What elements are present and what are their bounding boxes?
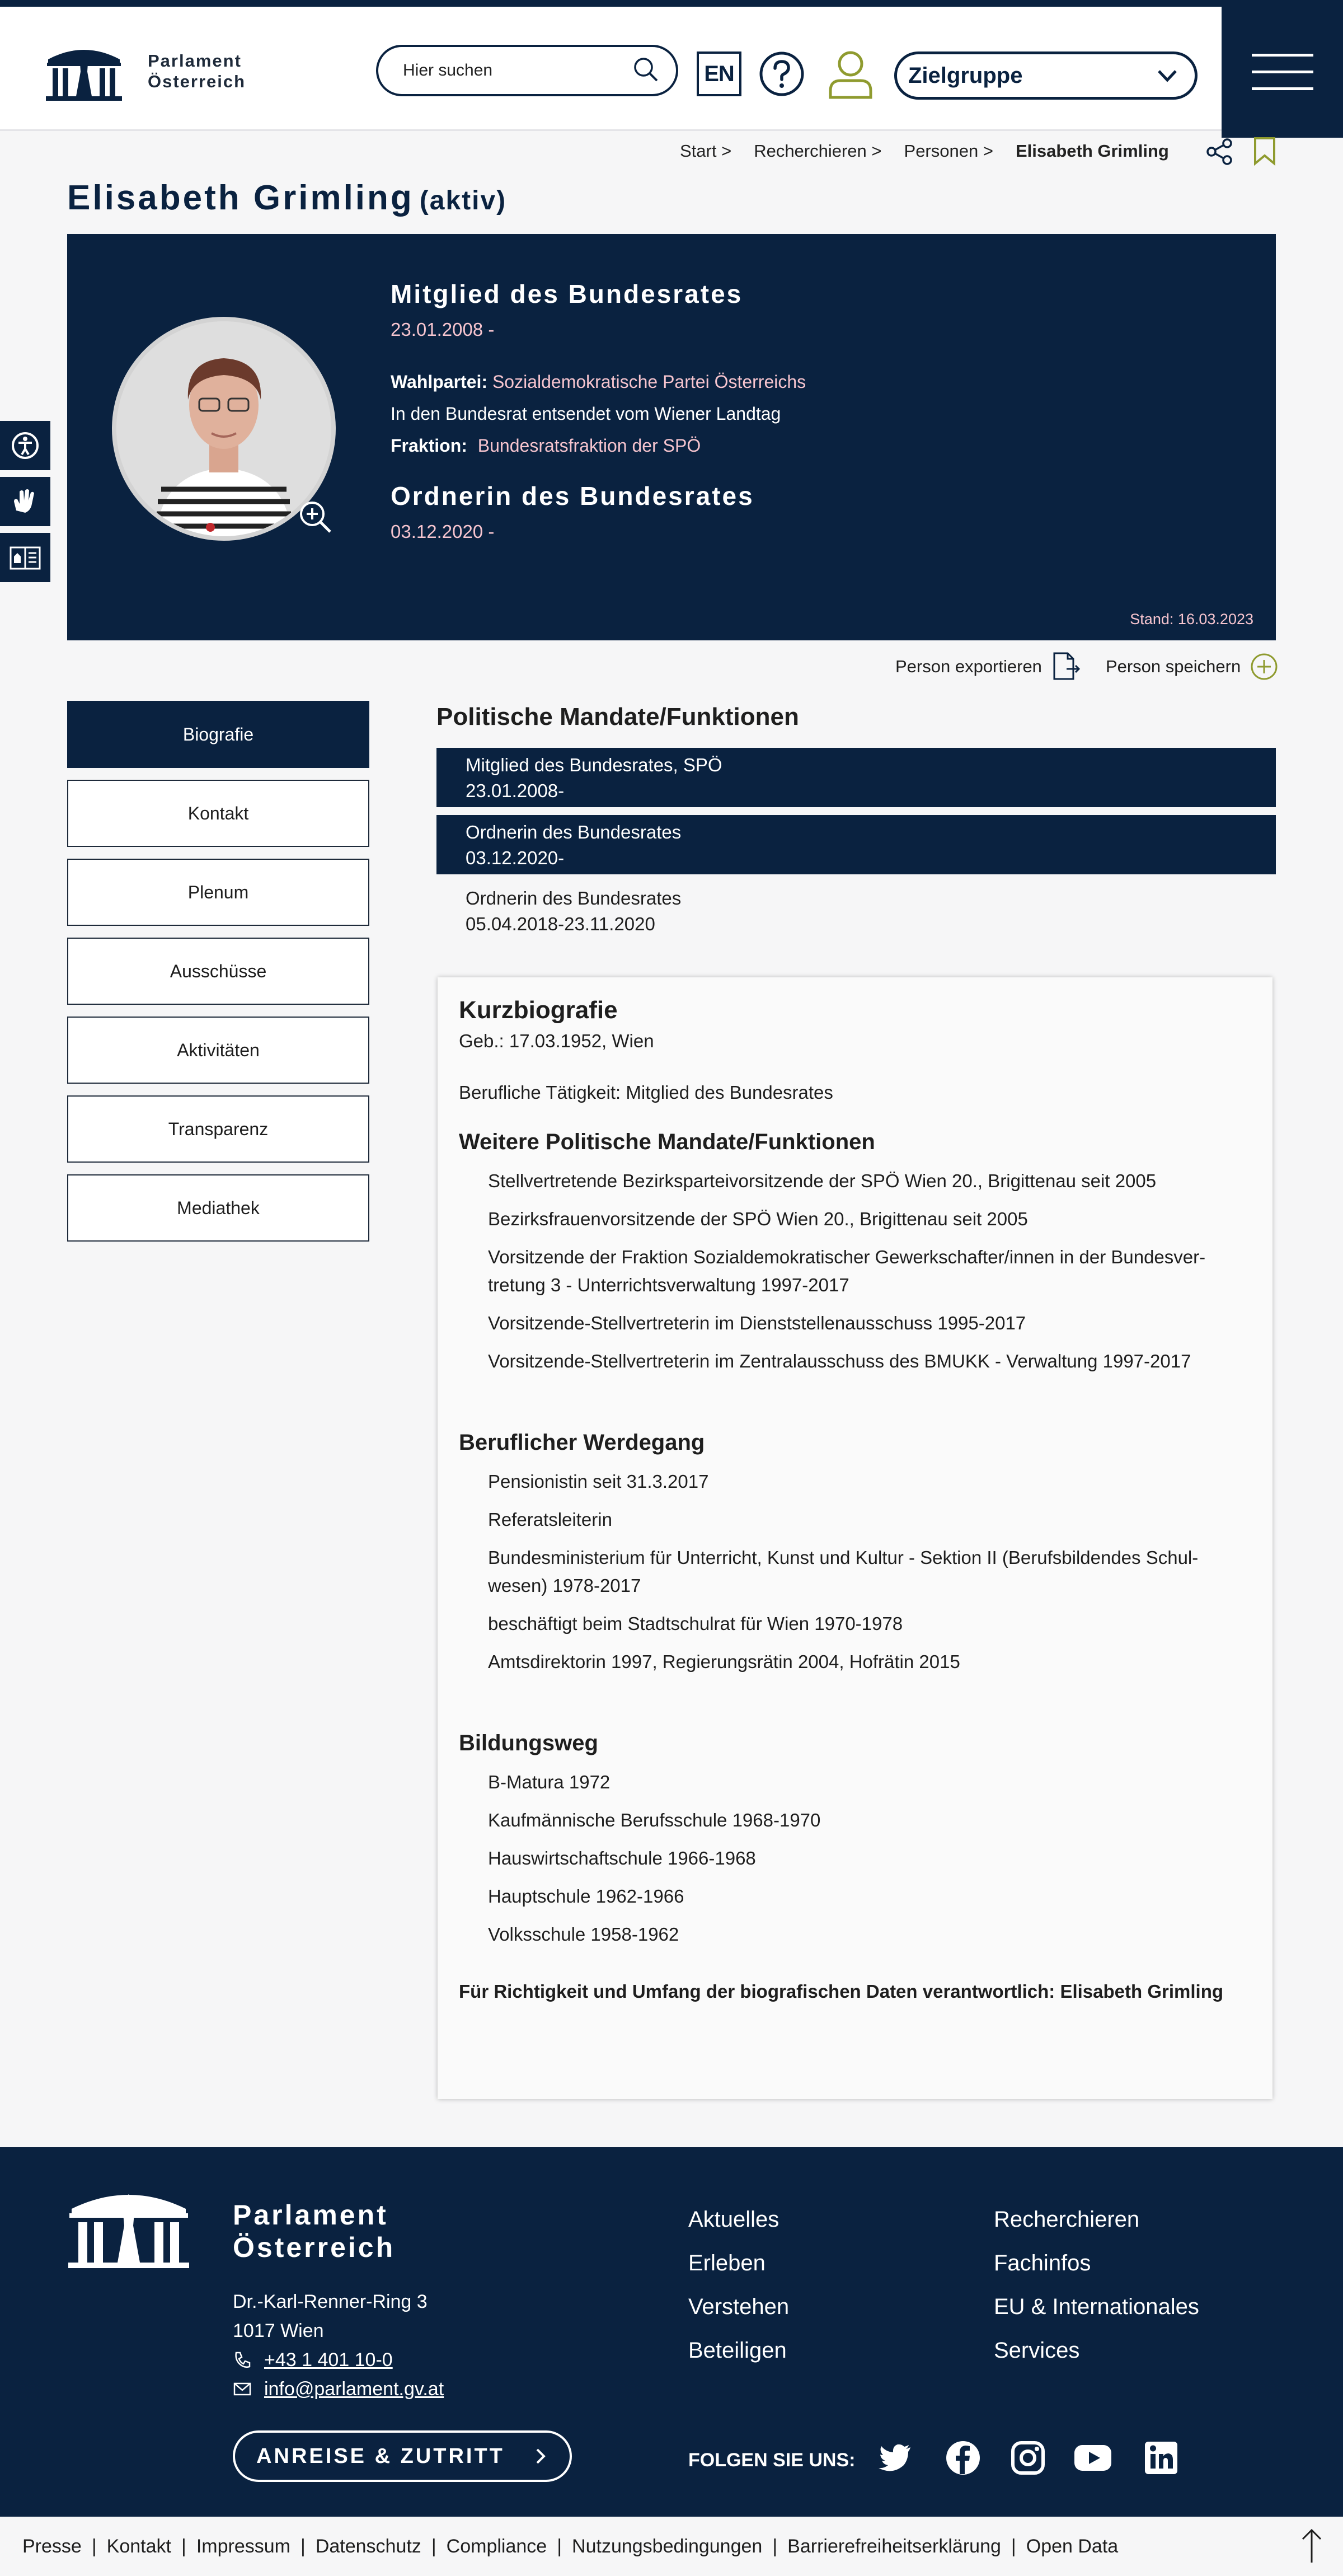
target-group-select[interactable] (894, 51, 1198, 100)
parliament-logo-icon[interactable] (67, 2181, 190, 2270)
list-item: Hauptschule 1962-1966 (488, 1886, 684, 1907)
footer-link-eu[interactable]: EU & Internationales (994, 2294, 1199, 2319)
separator: | (300, 2535, 306, 2557)
breadcrumb-start[interactable]: Start > (680, 141, 732, 161)
footer-email-row (233, 2374, 444, 2404)
nav-plenum[interactable]: Plenum (67, 859, 369, 926)
footer-phone-link[interactable]: +43 1 401 10-0 (264, 2349, 393, 2371)
easy-language-button[interactable] (0, 533, 50, 582)
mandate-item (436, 881, 1276, 940)
legal-link-datenschutz[interactable]: Datenschutz (315, 2535, 421, 2557)
chevron-right-icon (533, 2446, 548, 2466)
role-2-date: 03.12.2020 - (391, 521, 495, 542)
footer-link-aktuelles[interactable]: Aktuelles (688, 2207, 779, 2232)
legal-link-open-data[interactable]: Open Data (1026, 2535, 1119, 2557)
footer-org-name (233, 2199, 395, 2264)
bio-title: Kurzbiografie (459, 996, 618, 1024)
role-2-title: Ordnerin des Bundesrates (391, 481, 754, 510)
faction-line (391, 435, 806, 456)
person-actions (895, 651, 1280, 682)
faction-label: Fraktion: (391, 435, 467, 456)
breadcrumb-recherchieren[interactable]: Recherchieren > (754, 141, 882, 161)
legal-link-impressum[interactable]: Impressum (196, 2535, 290, 2557)
hero-details (391, 279, 806, 542)
hamburger-menu-icon (1252, 53, 1313, 92)
list-item: Bezirksfrauenvorsitzende der SPÖ Wien 20., Brigittenau seit 2005 (488, 1209, 1028, 1229)
role-1-title: Mitglied des Bundesrates (391, 279, 743, 308)
accessibility-tool-button[interactable] (0, 421, 50, 470)
footer-street: Dr.-Karl-Renner-Ring 3 (233, 2291, 428, 2312)
legal-links-bar (0, 2517, 1343, 2576)
person-status: (aktiv) (419, 186, 507, 216)
legal-link-nutzungsbedingungen[interactable]: Nutzungsbedingungen (572, 2535, 763, 2557)
arrival-access-label: ANREISE & ZUTRITT (256, 2444, 505, 2468)
short-biography (438, 977, 1272, 2099)
mandates-title: Politische Mandate/Funktionen (436, 703, 799, 730)
easy-language-icon (8, 541, 42, 574)
person-name: Elisabeth Grimling (67, 179, 414, 217)
data-status-date: Stand: 16.03.2023 (1130, 611, 1253, 627)
party-label: Wahlpartei: (391, 372, 488, 392)
person-section-nav (67, 701, 369, 1253)
footer-link-recherchieren[interactable]: Recherchieren (994, 2207, 1140, 2232)
further-mandates-title: Weitere Politische Mandate/Funktionen (459, 1130, 875, 1154)
share-icon[interactable] (1206, 138, 1234, 166)
mandate-period: 05.04.2018-23.11.2020 (466, 914, 655, 934)
legal-link-kontakt[interactable]: Kontakt (106, 2535, 171, 2557)
footer-city: 1017 Wien (233, 2320, 324, 2341)
education-title: Bildungsweg (459, 1731, 598, 1755)
party-line (391, 372, 806, 392)
breadcrumb-personen[interactable]: Personen > (904, 141, 993, 161)
footer-phone-row (233, 2345, 444, 2374)
arrival-access-button[interactable] (233, 2430, 572, 2482)
breadcrumb-current: Elisabeth Grimling (1015, 141, 1169, 161)
export-file-icon[interactable] (1050, 651, 1081, 682)
separator: | (772, 2535, 778, 2557)
parliament-logo-icon (45, 40, 123, 102)
footer-org-line-1: Parlament (233, 2199, 388, 2231)
site-header (0, 7, 1343, 131)
breadcrumb (680, 141, 1169, 161)
footer-email-link[interactable]: info@parlament.gv.at (264, 2378, 444, 2400)
export-person-label[interactable]: Person exportieren (895, 657, 1042, 676)
list-item: Stellvertretende Bezirksparteivorsitzende der SPÖ Wien 20., Brigittenau seit 2005 (488, 1170, 1157, 1191)
further-mandates-list (459, 1167, 1253, 1375)
nav-aktivitaeten[interactable]: Aktivitäten (67, 1017, 369, 1084)
nav-transparenz[interactable]: Transparenz (67, 1095, 369, 1163)
separator: | (181, 2535, 186, 2557)
site-footer (0, 2147, 1343, 2517)
logo-wordmark (148, 50, 246, 92)
legal-link-barrierefreiheit[interactable]: Barrierefreiheitserklärung (787, 2535, 1001, 2557)
search-box (376, 45, 678, 96)
footer-contact (233, 2287, 444, 2404)
mandate-period: 03.12.2020- (466, 847, 565, 868)
youtube-icon[interactable] (1073, 2438, 1112, 2477)
arrow-up-icon[interactable] (1298, 2527, 1325, 2565)
mandate-item (436, 748, 1276, 807)
list-item: Referatsleiterin (488, 1509, 612, 1530)
education-list (459, 1768, 1253, 1949)
footer-links-col-2 (994, 2198, 1199, 2372)
list-item: Kaufmännische Berufsschule 1968-1970 (488, 1810, 821, 1830)
list-item: beschäftigt beim Stadtschulrat für Wien 1970-1978 (488, 1613, 903, 1634)
role-1-date: 23.01.2008 - (391, 319, 495, 340)
mandate-period: 23.01.2008- (466, 780, 565, 801)
list-item: Bundesministerium für Unterricht, Kunst und Kultur - Sektion II (Berufsbildendes Schul-wesen) 1978-2017 (488, 1547, 1199, 1596)
twitter-icon[interactable] (876, 2438, 915, 2477)
list-item: Pensionistin seit 31.3.2017 (488, 1471, 709, 1492)
bio-birth: Geb.: 17.03.1952, Wien (459, 1031, 654, 1051)
nav-biografie[interactable]: Biografie (67, 701, 369, 768)
list-item: B-Matura 1972 (488, 1772, 611, 1792)
nav-kontakt[interactable]: Kontakt (67, 780, 369, 847)
save-person-label[interactable]: Person speichern (1105, 657, 1241, 676)
footer-link-erleben[interactable]: Erleben (688, 2251, 766, 2275)
mandate-title: Mitglied des Bundesrates, SPÖ (466, 755, 722, 775)
mandate-item (436, 815, 1276, 874)
search-input[interactable] (403, 61, 631, 80)
list-item: Hauswirtschaftschule 1966-1968 (488, 1848, 756, 1868)
nav-ausschuesse[interactable]: Ausschüsse (67, 938, 369, 1005)
sign-language-icon (8, 485, 42, 518)
logo-line-1: Parlament (148, 51, 242, 71)
nav-mediathek[interactable]: Mediathek (67, 1174, 369, 1242)
party-value[interactable]: Sozialdemokratische Partei Österreichs (492, 372, 806, 392)
chevron-down-icon (1154, 63, 1180, 88)
footer-org-line-2: Österreich (233, 2232, 396, 2263)
mandate-title: Ordnerin des Bundesrates (466, 822, 682, 842)
separator: | (91, 2535, 97, 2557)
footer-link-verstehen[interactable]: Verstehen (688, 2294, 790, 2319)
footer-link-fachinfos[interactable]: Fachinfos (994, 2251, 1091, 2275)
footer-link-services[interactable]: Services (994, 2338, 1080, 2363)
target-group-value: Zielgruppe (908, 63, 1023, 88)
search-icon[interactable] (631, 55, 660, 87)
sent-by-line: In den Bundesrat entsendet vom Wiener Landtag (391, 404, 781, 424)
language-switch-button[interactable]: EN (697, 51, 741, 96)
legal-link-presse[interactable]: Presse (22, 2535, 82, 2557)
bookmark-icon[interactable] (1252, 137, 1277, 166)
follow-us-label: FOLGEN SIE UNS: (688, 2449, 856, 2471)
zoom-in-icon[interactable] (295, 497, 335, 536)
legal-link-compliance[interactable]: Compliance (446, 2535, 547, 2557)
separator: | (1011, 2535, 1016, 2557)
career-list (459, 1468, 1253, 1676)
list-item: Vorsitzende-Stellvertreterin im Dienststellenausschuss 1995-2017 (488, 1313, 1026, 1333)
logo-line-2: Österreich (148, 72, 246, 91)
footer-links-col-1 (688, 2198, 789, 2372)
top-accent-line (0, 0, 1343, 7)
person-hero (67, 234, 1276, 640)
separator: | (431, 2535, 436, 2557)
bio-responsibility-note: Für Richtigkeit und Umfang der biografischen Daten verantwortlich: Elisabeth Grimling (459, 1981, 1224, 2002)
user-account-icon[interactable] (827, 48, 874, 100)
list-item: Vorsitzende der Fraktion Sozialdemokratischer Gewerkschafter/innen in der Bundesver-tretung 3 - Unterrichtsverwaltung 1997-2017 (488, 1247, 1206, 1295)
sign-language-button[interactable] (0, 477, 50, 526)
add-circle-icon[interactable] (1248, 651, 1280, 682)
mandate-title: Ordnerin des Bundesrates (466, 888, 682, 908)
faction-value[interactable]: Bundesratsfraktion der SPÖ (477, 435, 701, 456)
career-title: Beruflicher Werdegang (459, 1430, 705, 1455)
list-item: Vorsitzende-Stellvertreterin im Zentralausschuss des BMUKK - Verwaltung 1997-2017 (488, 1351, 1191, 1371)
help-icon[interactable] (758, 50, 805, 97)
main-menu-button[interactable] (1222, 7, 1343, 138)
list-item: Amtsdirektorin 1997, Regierungsrätin 2004, Hofrätin 2015 (488, 1651, 960, 1672)
page-title (67, 178, 506, 218)
accessibility-icon (8, 429, 42, 462)
instagram-icon[interactable] (1008, 2438, 1048, 2477)
linkedin-icon[interactable] (1142, 2438, 1181, 2477)
site-logo[interactable] (45, 40, 246, 102)
list-item: Volksschule 1958-1962 (488, 1924, 679, 1945)
email-icon (233, 2380, 252, 2399)
bio-profession: Berufliche Tätigkeit: Mitglied des Bundesrates (459, 1082, 833, 1103)
separator: | (557, 2535, 562, 2557)
phone-icon (233, 2350, 252, 2369)
footer-link-beteiligen[interactable]: Beteiligen (688, 2338, 787, 2363)
facebook-icon[interactable] (943, 2438, 983, 2477)
